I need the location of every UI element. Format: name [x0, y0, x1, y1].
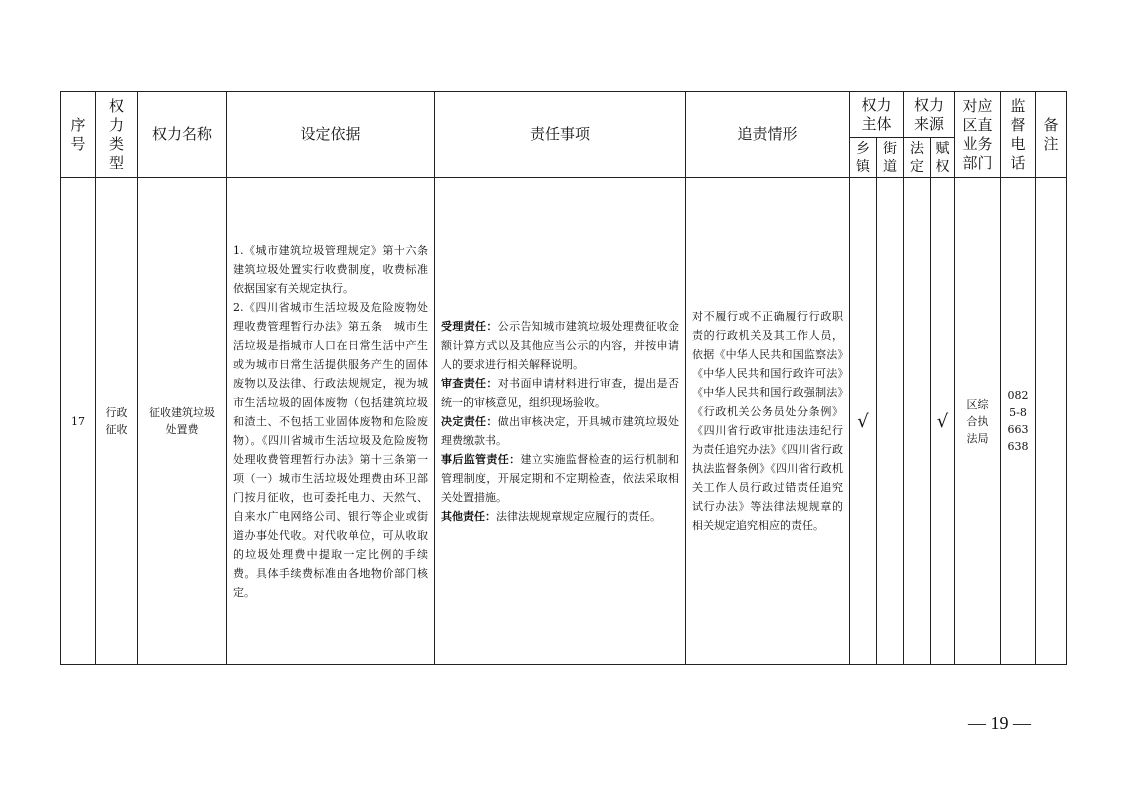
row-seq: 17 [61, 178, 96, 665]
header-phone: 监 督 电 话 [1001, 92, 1036, 178]
header-name: 权力名称 [138, 92, 227, 178]
row-town-check: √ [850, 178, 877, 665]
responsibility-supervise: 事后监管责任：建立实施监督检查的运行机制和管理制度，开展定期和不定期检查，依法采取相关处置措施。 [441, 452, 680, 504]
responsibility-review: 审查责任：对书面申请材料进行审查，提出是否统一的审核意见，组织现场验收。 [441, 376, 679, 409]
header-type: 权 力 类 型 [96, 92, 138, 178]
row-name: 征收建筑垃圾 处置费 [138, 178, 227, 665]
row-remark [1036, 178, 1067, 665]
row-street-check [877, 178, 904, 665]
responsibility-accept: 受理责任：公示告知城市建筑垃圾处理费征收金额计算方式以及其他应当公示的内容，并按申请人的要求进行相关解释说明。 [441, 319, 679, 371]
header-seq: 序 号 [61, 92, 96, 178]
header-subject-street: 街 道 [877, 138, 904, 178]
basis-item-1: 1.《城市建筑垃圾管理规定》第十六条 建筑垃圾处置实行收费制度，收费标准依据国家有关规定执行。 [233, 243, 450, 295]
row-accountability: 对不履行或不正确履行行政职责的行政机关及其工作人员，依据《中华人民共和国监察法》《中华人民共和国行政许可法》《中华人民共和国行政强制法》《行政机关公务员处分条例》《四川省行政审批违法违纪行为责任追究办法》《四川省行政执法监督条例》《四川省行政机关工作人员行政过错责任追究试行办法》等法律法规规章的相关规定追究相应的责任。 [686, 178, 850, 665]
table-row [61, 178, 1067, 665]
row-dept: 区综 合执 法局 [955, 178, 1001, 665]
header-accountability: 追责情形 [686, 92, 850, 178]
row-responsibility [435, 178, 686, 665]
header-source: 权力来源 [904, 92, 955, 138]
row-legal-check [904, 178, 931, 665]
header-remark: 备 注 [1036, 92, 1067, 178]
responsibility-decide: 决定责任：做出审核决定，开具城市建筑垃圾处理费缴款书。 [441, 414, 679, 447]
header-subject-town: 乡 镇 [850, 138, 877, 178]
header-dept: 对应 区直 业务 部门 [955, 92, 1001, 178]
row-granted-check: √ [931, 178, 955, 665]
basis-item-2: 2.《四川省城市生活垃圾及危险废物处理收费管理暂行办法》第五条 城市生活垃圾是指城市人口在日常生活中产生或为城市日常生活提供服务产生的固体废物以及法律、行政法规规定，视为城市生活垃圾的固体废物（包括建筑垃圾和渣土、不包括工业固体废物和危险废物）。《四川省城市生活垃圾及危险废物处理收费管理暂行办法》第十三条第一项（一）城市生活垃圾处理费由环卫部门按月征收，也可委托电力、天然气、自来水广电网络公司、银行等企业或街道办事处代收。对代收单位，可从收取的垃圾处理费中提取一定比例的手续费。具体手续费标准由各地物价部门核定。 [233, 300, 428, 599]
power-list-table [60, 91, 1067, 665]
header-source-granted: 赋 权 [931, 138, 955, 178]
row-basis [227, 178, 450, 665]
header-source-legal: 法 定 [904, 138, 931, 178]
page-number: — 19 — [968, 713, 1031, 733]
row-phone: 082 5-8 663 638 [1001, 178, 1036, 665]
header-basis: 设定依据 [227, 92, 435, 178]
row-type: 行政 征收 [96, 178, 138, 665]
header-responsibility: 责任事项 [435, 92, 686, 178]
responsibility-other: 其他责任：法律法规规章规定应履行的责任。 [441, 509, 661, 523]
header-subject: 权力主体 [850, 92, 904, 138]
